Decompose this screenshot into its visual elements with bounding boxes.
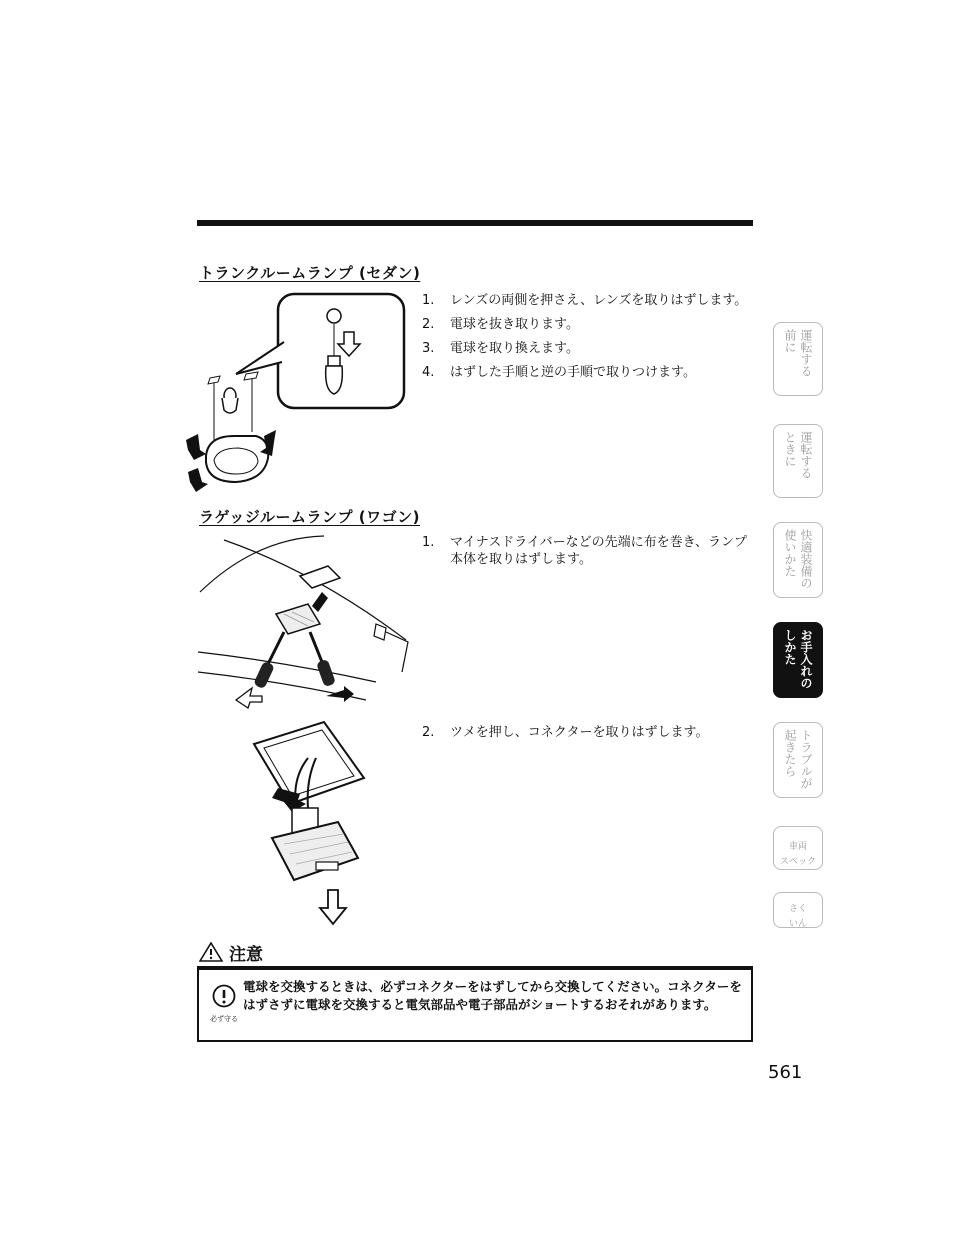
tab-comfort-equipment[interactable]: 快適装備の 使いかた <box>773 522 823 598</box>
luggage-lamp-steps-1 <box>422 534 752 575</box>
page-number: 561 <box>768 1062 803 1083</box>
tab-maintenance[interactable]: お手入れの しかた <box>773 622 823 698</box>
trunk-lamp-illustration <box>184 290 410 496</box>
caution-text: 電球を交換するときは、必ずコネクターをはずしてから交換してください。コネクターをはずさずに電球を交換すると電気部品や電子部品がショートするおそれがあります。 <box>243 979 742 1012</box>
step-item: 1. レンズの両側を押さえ、レンズを取りはずします。 <box>422 293 748 308</box>
tab-troubleshooting[interactable]: トラブルが 起きたら <box>773 722 823 798</box>
caution-box <box>197 966 753 1042</box>
section-title-trunk-lamp: トランクルームランプ (セダン) <box>199 264 421 282</box>
tab-while-driving[interactable]: 運転する ときに <box>773 424 823 498</box>
step-item: 2. 電球を抜き取ります。 <box>422 317 579 332</box>
warning-triangle-icon <box>199 942 223 962</box>
connector-removal-illustration <box>244 718 374 930</box>
tab-vehicle-specs[interactable]: 車両 スペック <box>773 826 823 870</box>
tab-index[interactable]: さく いん <box>773 892 823 928</box>
step-item: 2. ツメを押し、コネクターを取りはずします。 <box>422 725 709 740</box>
trunk-lamp-steps <box>422 292 752 388</box>
must-observe-badge <box>207 984 241 1028</box>
luggage-lamp-steps-2 <box>422 724 752 748</box>
tab-before-driving[interactable]: 運転する 前に <box>773 322 823 396</box>
step-item: 4. はずした手順と逆の手順で取りつけます。 <box>422 365 696 380</box>
step-item: 3. 電球を取り換えます。 <box>422 341 579 356</box>
luggage-lamp-removal-illustration <box>196 532 410 710</box>
must-observe-label: 必ず守る <box>210 1015 238 1023</box>
step-item: 1. マイナスドライバーなどの先端に布を巻き、ランプ本体を取りはずします。 <box>422 535 748 567</box>
section-title-luggage-lamp: ラゲッジルームランプ (ワゴン) <box>199 508 420 526</box>
caution-title: 注意 <box>229 944 263 965</box>
top-rule <box>197 220 753 226</box>
caution-heading <box>199 940 263 964</box>
exclamation-circle-icon <box>212 984 236 1008</box>
